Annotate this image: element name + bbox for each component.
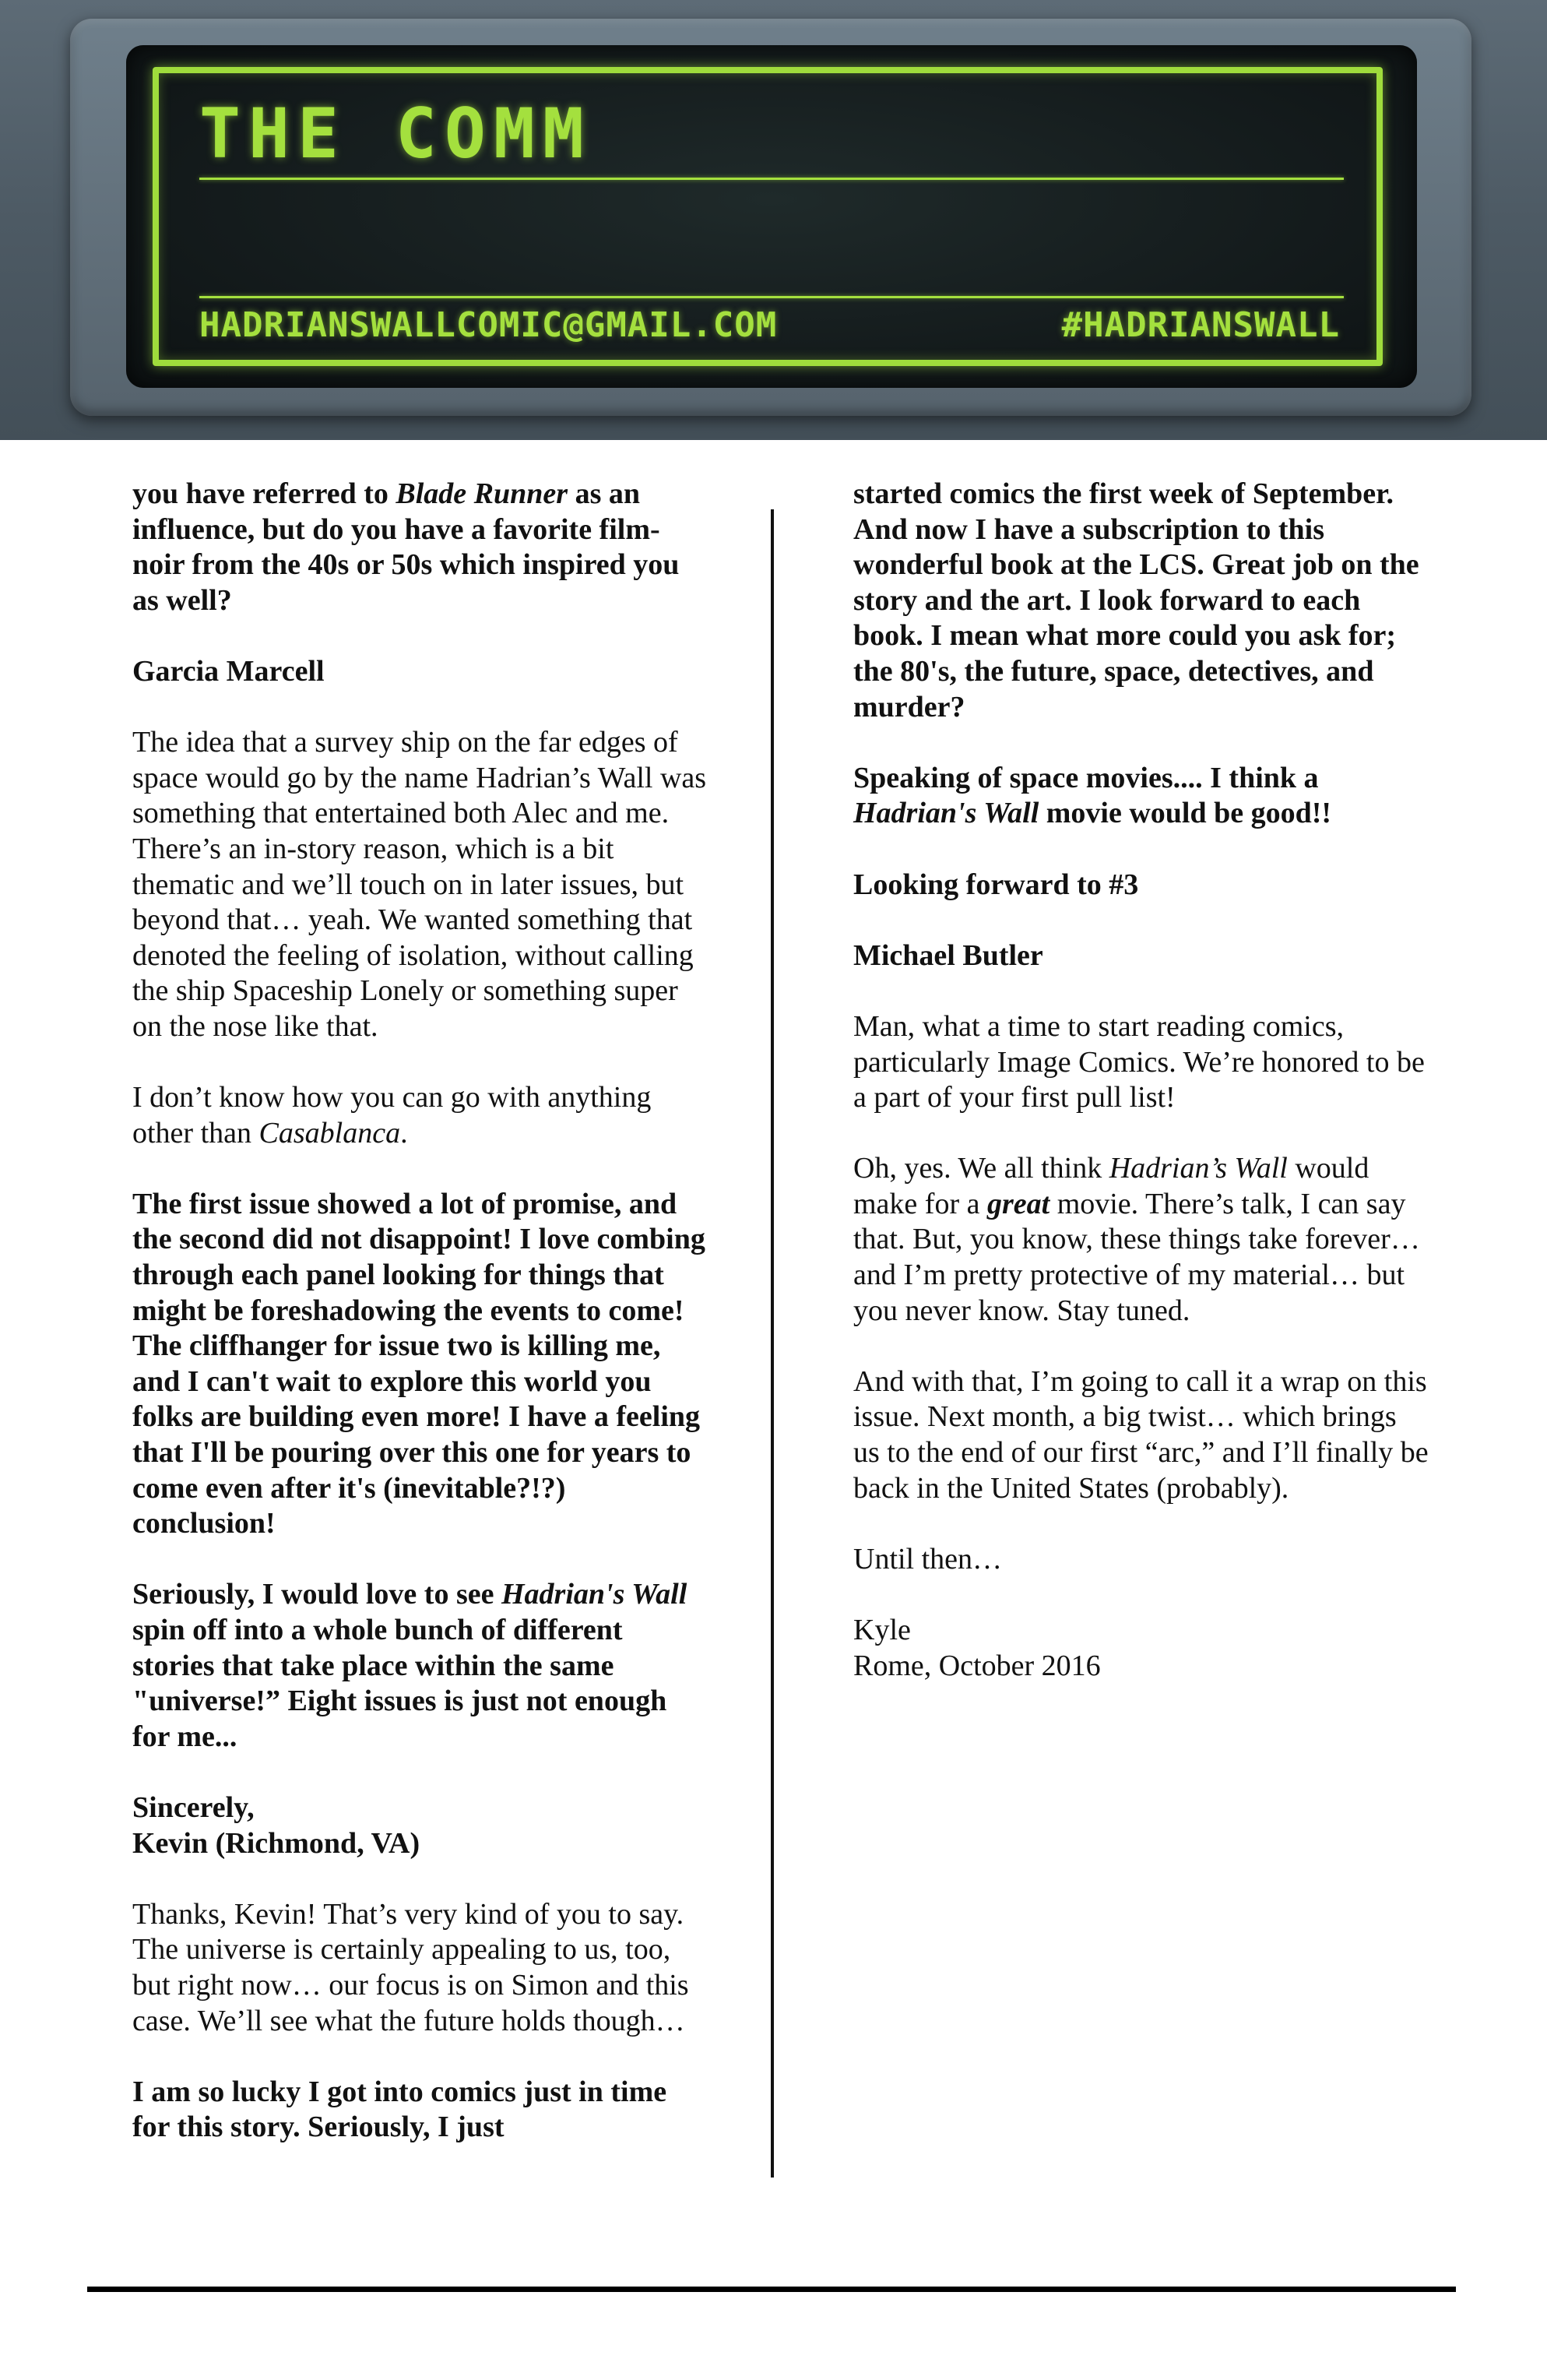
page-title: THE COMM xyxy=(199,93,592,174)
letter-paragraph: Looking forward to #3 xyxy=(853,868,1139,901)
letter-paragraph: started comics the first week of September. And now I have a subscription to this wonderful book at the LCS. Great job on the story and the art. I look forward to each book. I mean what more could you ask for; the 80's, the future, space, detectives, and murder? xyxy=(853,477,1419,724)
letter-paragraph: Seriously, I would love to see Hadrian's Wall spin off into a whole bunch of different stories that take place within the same "universe!” Eight issues is just not enough for me... xyxy=(132,1578,687,1753)
reply-paragraph: Until then… xyxy=(853,1542,1003,1576)
comm-header xyxy=(0,0,1547,440)
reply-paragraph: The idea that a survey ship on the far edges of space would go by the name Hadrian’s Wall was something that entertained both Alec and me. There’s an in-story reason, which is a bit thematic and we’ll touch on in later issues, but beyond that… yeah. We wanted something that denoted the feeling of isolation, without calling the ship Spaceship Lonely or something super on the nose like that. xyxy=(132,726,707,1043)
footer-info-rule xyxy=(199,296,1344,298)
letter-signature: Sincerely, Kevin (Richmond, VA) xyxy=(132,1790,420,1860)
reply-paragraph: And with that, I’m going to call it a wrap on this issue. Next month, a big twist… which brings us to the end of our first “arc,” and I’ll finally be back in the United States (probably). xyxy=(853,1364,1429,1505)
letter-paragraph: The first issue showed a lot of promise, and the second did not disappoint! I love combing through each panel looking for things that might be foreshadowing the events to come! The cliffhanger for issue two is killing me, and I can't wait to explore this world you folks are building even more! I have a feeling that I'll be pouring over this one for years to come even after it's (inevitable?!?) conclusion! xyxy=(132,1187,705,1540)
right-column xyxy=(853,477,1429,1684)
letter-signature: Garcia Marcell xyxy=(132,654,325,688)
title-rule xyxy=(199,178,1344,180)
hashtag: #HADRIANSWALL xyxy=(1061,305,1340,345)
column-divider xyxy=(771,509,774,2178)
left-column xyxy=(132,477,708,2146)
reply-paragraph: Thanks, Kevin! That’s very kind of you to say. The universe is certainly appealing to us, too, but right now… our focus is on Simon and this case. We’ll see what the future holds though… xyxy=(132,1897,689,2037)
letter-paragraph: you have referred to Blade Runner as an influence, but do you have a favorite film-noir from the 40s or 50s which inspired you as well? xyxy=(132,477,680,617)
reply-signature: Kyle Rome, October 2016 xyxy=(853,1614,1101,1682)
letter-signature: Michael Butler xyxy=(853,938,1043,972)
reply-paragraph: Man, what a time to start reading comics, particularly Image Comics. We’re honored to be a part of your first pull list! xyxy=(853,1009,1425,1114)
contact-email: HADRIANSWALLCOMIC@GMAIL.COM xyxy=(199,305,778,345)
letter-paragraph: I am so lucky I got into comics just in time for this story. Seriously, I just xyxy=(132,2075,667,2144)
footer-rule xyxy=(87,2287,1456,2292)
reply-paragraph: I don’t know how you can go with anything other than Casablanca. xyxy=(132,1081,652,1150)
reply-paragraph: Oh, yes. We all think Hadrian’s Wall would make for a great movie. There’s talk, I can say that. But, you know, these things take forever… and I’m pretty protective of my material… but you never know. Stay tuned. xyxy=(853,1152,1420,1327)
letter-paragraph: Speaking of space movies.... I think a Hadrian's Wall movie would be good!! xyxy=(853,761,1332,830)
